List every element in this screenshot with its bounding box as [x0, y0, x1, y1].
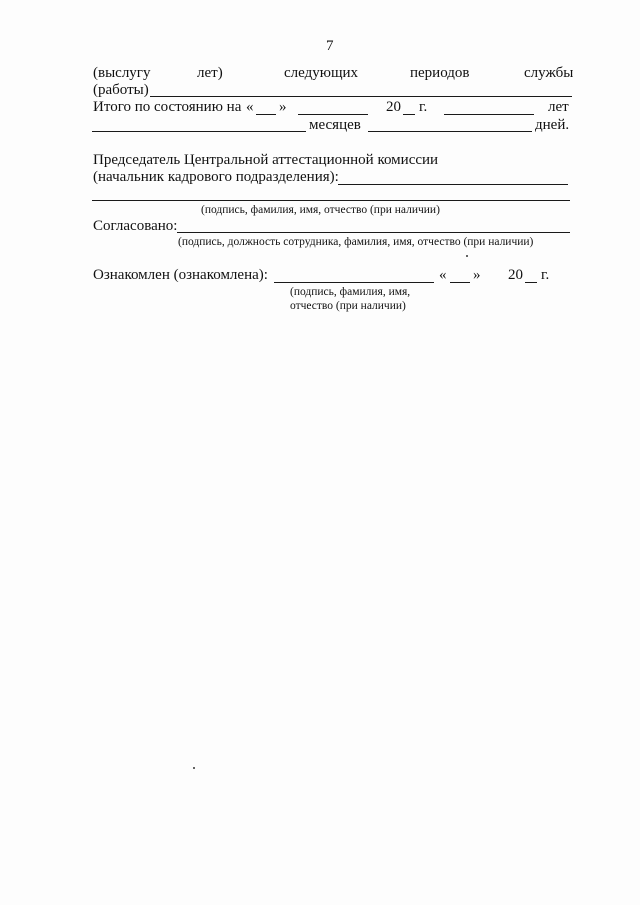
scan-speck: [466, 255, 468, 257]
chairman-name-field[interactable]: [92, 200, 570, 201]
acquainted-year-prefix: 20: [508, 267, 523, 283]
service-word-2: лет): [197, 65, 223, 81]
agreed-signature-field[interactable]: [177, 232, 570, 233]
total-quote-close: »: [279, 99, 287, 115]
acquainted-caption-line1: (подпись, фамилия, имя,: [290, 286, 411, 298]
acquainted-year-suffix: г.: [541, 267, 550, 283]
total-year-field[interactable]: [403, 114, 415, 115]
acquainted-label: Ознакомлен (ознакомлена):: [93, 267, 268, 283]
chairman-title: Председатель Центральной аттестационной комиссии: [93, 152, 439, 168]
page-number: 7: [326, 38, 334, 54]
scan-speck-lower: [193, 767, 195, 769]
total-years-label: лет: [548, 99, 569, 115]
service-periods-field[interactable]: [150, 96, 572, 97]
service-word-3: следующих: [284, 65, 359, 81]
total-months-label: месяцев: [309, 117, 361, 133]
agreed-label: Согласовано:: [93, 218, 178, 234]
total-year-prefix: 20: [386, 99, 401, 115]
total-day-field[interactable]: [256, 114, 276, 115]
agreed-caption: (подпись, должность сотрудника, фамилия, имя, отчество (при наличии): [178, 236, 534, 248]
acquainted-quote-open: «: [439, 267, 447, 283]
acquainted-signature-field[interactable]: [274, 282, 434, 283]
total-years-field[interactable]: [444, 114, 534, 115]
total-label: Итого по состоянию на: [93, 99, 242, 115]
service-word-4: периодов: [410, 65, 470, 81]
acquainted-year-field[interactable]: [525, 282, 537, 283]
total-days-label: дней.: [535, 117, 570, 133]
service-word-1: (выслугу: [93, 65, 151, 81]
chairman-caption: (подпись, фамилия, имя, отчество (при наличии): [201, 204, 440, 216]
chairman-signature-field[interactable]: [338, 184, 568, 185]
service-line2-label: (работы): [93, 82, 149, 98]
total-quote-open: «: [246, 99, 254, 115]
acquainted-day-field[interactable]: [450, 282, 470, 283]
acquainted-caption-line2: отчество (при наличии): [290, 300, 406, 312]
total-months-field[interactable]: [92, 131, 306, 132]
total-year-suffix: г.: [419, 99, 428, 115]
total-days-field[interactable]: [368, 131, 532, 132]
chairman-subtitle: (начальник кадрового подразделения):: [93, 169, 339, 185]
service-word-5: службы: [524, 65, 574, 81]
acquainted-quote-close: »: [473, 267, 481, 283]
total-month-field[interactable]: [298, 114, 368, 115]
